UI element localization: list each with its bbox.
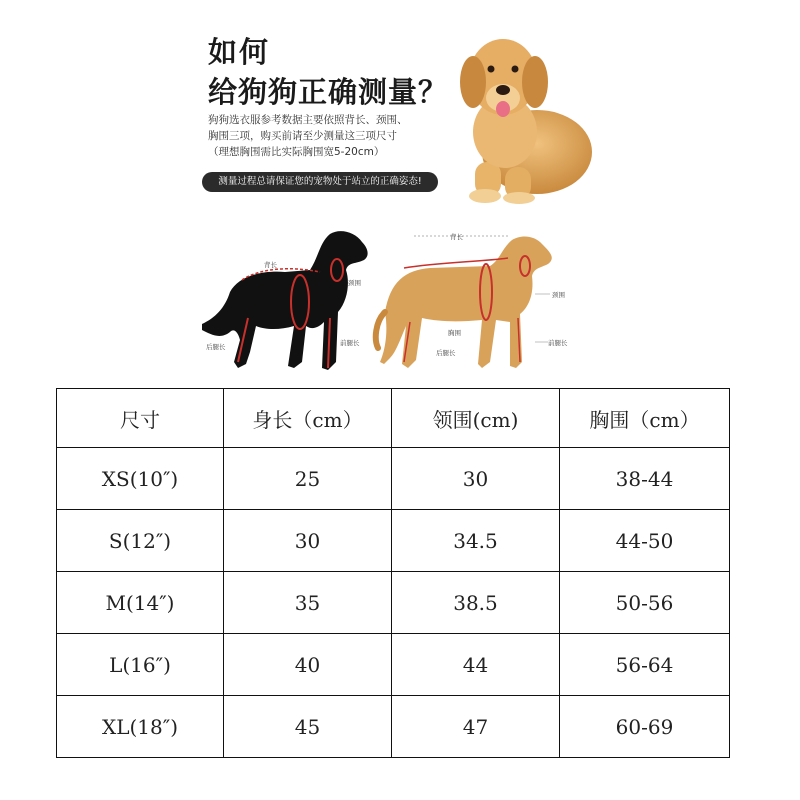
header-neck: 领围(cm) [392,389,560,448]
cell-size: M(14″) [57,572,224,634]
cell-neck: 30 [392,448,560,510]
header-size: 尺寸 [57,389,224,448]
table-row [57,634,730,696]
label-hind-leg-right: 后腿长 [436,349,456,357]
title-line-1: 如何 [208,35,271,69]
cell-chest: 44-50 [560,510,730,572]
cell-chest: 60-69 [560,696,730,758]
cell-neck: 34.5 [392,510,560,572]
cell-body-length: 30 [224,510,392,572]
label-back-length-right: 背长 [450,233,463,241]
cell-chest: 50-56 [560,572,730,634]
cell-body-length: 45 [224,696,392,758]
label-neck-right: 颈围 [552,291,565,299]
cell-chest: 38-44 [560,448,730,510]
cell-size: XL(18″) [57,696,224,758]
posture-notice-badge: 测量过程总请保证您的宠物处于站立的正确姿态! [202,172,438,192]
label-hind-leg-left: 后腿长 [206,343,226,351]
title-line-2: 给狗狗正确测量？ [208,75,449,109]
cell-body-length: 40 [224,634,392,696]
cell-body-length: 35 [224,572,392,634]
cell-neck: 38.5 [392,572,560,634]
desc-line-1: 狗狗选衣服参考数据主要依照背长、颈围、 [208,114,408,126]
label-back-length-left: 背长 [264,261,277,269]
label-neck-left: 颈围 [348,279,361,287]
measure-description [208,112,453,160]
size-chart-table [56,388,730,758]
label-front-leg-right: 前腿长 [548,339,568,347]
cell-neck: 47 [392,696,560,758]
cell-size: XS(10″) [57,448,224,510]
table-header-row [57,389,730,448]
cell-chest: 56-64 [560,634,730,696]
desc-line-3: （理想胸围需比实际胸围宽5-20cm） [208,146,385,158]
desc-line-2: 胸围三项，购买前请至少测量这三项尺寸 [208,130,397,142]
dog-diagram-graphics [190,222,590,382]
label-chest-right: 胸围 [448,329,461,337]
table-row [57,572,730,634]
cell-neck: 44 [392,634,560,696]
table-row [57,696,730,758]
measurement-diagram [190,222,590,382]
header-body-length: 身长（cm） [224,389,392,448]
cell-size: L(16″) [57,634,224,696]
black-dog-silhouette [202,231,368,370]
table-row [57,510,730,572]
header-chest: 胸围（cm） [560,389,730,448]
table-row [57,448,730,510]
cell-body-length: 25 [224,448,392,510]
cell-size: S(12″) [57,510,224,572]
golden-retriever-photo [445,22,595,204]
label-front-leg-left: 前腿长 [340,339,360,347]
